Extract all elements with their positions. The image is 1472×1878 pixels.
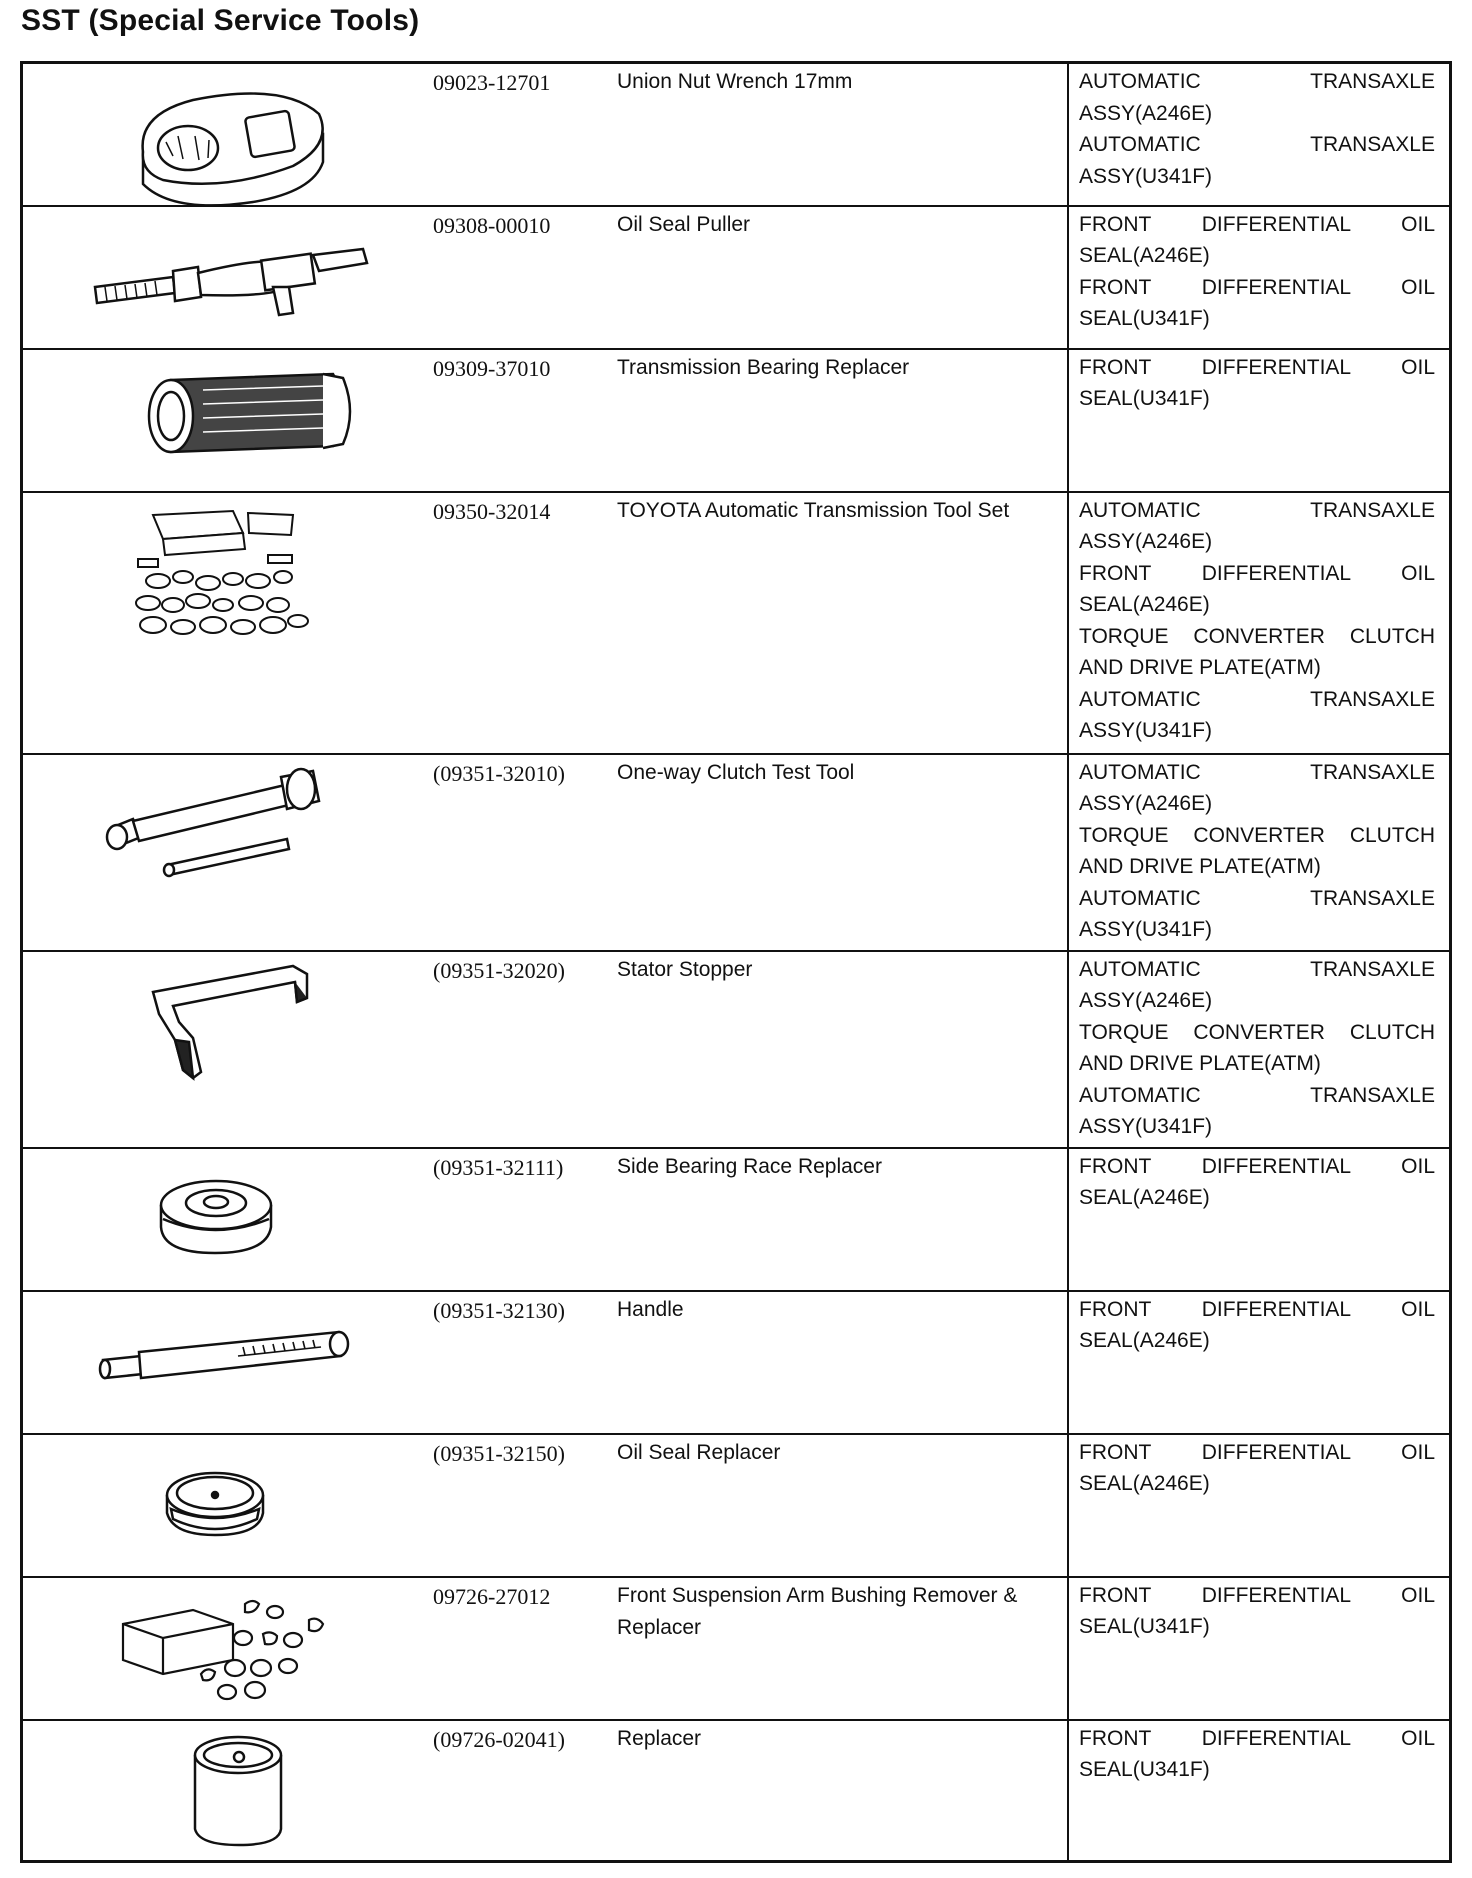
usage-cell xyxy=(1068,1434,1451,1577)
table-row xyxy=(22,63,1451,206)
tool-illustration xyxy=(22,206,434,349)
tool-illustration xyxy=(22,1291,434,1434)
usage-item: TORQUE CONVERTER CLUTCH AND DRIVE PLATE(ATM) xyxy=(1079,823,1435,878)
usage-item: AUTOMATIC TRANSAXLE ASSY(U341F) xyxy=(1079,687,1435,742)
usage-item: TORQUE CONVERTER CLUTCH AND DRIVE PLATE(ATM) xyxy=(1079,1020,1435,1075)
usage-item: TORQUE CONVERTER CLUTCH AND DRIVE PLATE(ATM) xyxy=(1079,624,1435,679)
clutch-test-tool-icon xyxy=(23,755,433,952)
tool-name: Transmission Bearing Replacer xyxy=(617,349,1068,492)
table-row xyxy=(22,754,1451,951)
tool-name: Replacer xyxy=(617,1726,702,1750)
part-number: (09351-32010) xyxy=(433,754,617,951)
part-number: (09351-32130) xyxy=(433,1291,617,1434)
table-row xyxy=(22,951,1451,1148)
oil-seal-replacer-icon xyxy=(23,1435,433,1578)
oil-seal-puller-icon xyxy=(23,207,433,350)
usage-item: AUTOMATIC TRANSAXLE ASSY(U341F) xyxy=(1079,133,1435,188)
usage-item: FRONT DIFFERENTIAL OIL SEAL(U341F) xyxy=(1079,1583,1435,1638)
usage-item: FRONT DIFFERENTIAL OIL SEAL(U341F) xyxy=(1079,355,1435,410)
usage-cell xyxy=(1068,492,1451,754)
tool-illustration xyxy=(22,1434,434,1577)
usage-cell xyxy=(1068,206,1451,349)
union-nut-wrench-icon xyxy=(23,64,433,207)
usage-cell xyxy=(1068,1291,1451,1434)
part-number: 09350-32014 xyxy=(433,492,617,754)
part-number: 09023-12701 xyxy=(433,63,617,206)
usage-cell xyxy=(1068,1148,1451,1291)
usage-item: FRONT DIFFERENTIAL OIL SEAL(A246E) xyxy=(1079,1297,1435,1352)
tool-name: TOYOTA Automatic Transmission Tool Set xyxy=(617,492,1068,754)
sst-table xyxy=(20,61,1452,1863)
page-title: SST (Special Service Tools) xyxy=(21,4,420,37)
tool-set-icon xyxy=(23,493,433,755)
tool-name: Front Suspension Arm Bushing Remover & Replacer xyxy=(617,1577,1068,1720)
tool-illustration xyxy=(22,349,434,492)
tool-illustration xyxy=(22,1148,434,1291)
usage-item: AUTOMATIC TRANSAXLE ASSY(A246E) xyxy=(1079,957,1435,1012)
tool-name: Oil Seal Replacer xyxy=(617,1434,1068,1577)
stator-stopper-icon xyxy=(23,952,433,1149)
usage-item: AUTOMATIC TRANSAXLE ASSY(A246E) xyxy=(1079,760,1435,815)
table-row xyxy=(22,206,1451,349)
tool-illustration xyxy=(22,492,434,754)
tool-illustration xyxy=(22,1577,434,1720)
usage-cell xyxy=(1068,63,1451,206)
part-number: (09351-32020) xyxy=(433,951,617,1148)
handle-icon xyxy=(23,1292,433,1435)
table-row xyxy=(22,1577,1451,1720)
usage-item: AUTOMATIC TRANSAXLE ASSY(U341F) xyxy=(1079,1083,1435,1138)
tool-name: Stator Stopper xyxy=(617,951,1068,1148)
table-row xyxy=(22,1434,1451,1577)
tool-name: Oil Seal Puller xyxy=(617,206,1068,349)
tool-illustration xyxy=(22,754,434,951)
table-row xyxy=(22,1148,1451,1291)
usage-cell xyxy=(1068,754,1451,951)
bushing-remover-set-icon xyxy=(23,1578,433,1721)
table-row xyxy=(22,1291,1451,1434)
usage-item: FRONT DIFFERENTIAL OIL SEAL(A246E) xyxy=(1079,561,1435,616)
race-replacer-icon xyxy=(23,1149,433,1292)
part-number: 09309-37010 xyxy=(433,349,617,492)
tool-illustration xyxy=(22,951,434,1148)
part-number: 09726-27012 xyxy=(433,1577,617,1720)
usage-item: FRONT DIFFERENTIAL OIL SEAL(A246E) xyxy=(1079,1154,1435,1209)
bearing-replacer-icon xyxy=(23,350,433,493)
part-number: (09351-32111) xyxy=(433,1148,617,1291)
usage-cell xyxy=(1068,951,1451,1148)
usage-item: FRONT DIFFERENTIAL OIL SEAL(A246E) xyxy=(1079,1440,1435,1495)
tool-name: Side Bearing Race Replacer xyxy=(617,1148,1068,1291)
tool-illustration xyxy=(22,63,434,206)
replacer-icon xyxy=(23,1721,433,1863)
usage-cell xyxy=(1068,1720,1451,1862)
tool-name: One-way Clutch Test Tool xyxy=(617,754,1068,951)
tool-name: Handle xyxy=(617,1291,1068,1434)
tool-name: Union Nut Wrench 17mm xyxy=(617,63,1068,206)
part-number: (09351-32150) xyxy=(433,1434,617,1577)
usage-cell xyxy=(1068,1577,1451,1720)
part-number: (09726-02041) xyxy=(433,1726,565,1752)
usage-item: FRONT DIFFERENTIAL OIL SEAL(U341F) xyxy=(1079,275,1435,330)
usage-item: AUTOMATIC TRANSAXLE ASSY(A246E) xyxy=(1079,498,1435,553)
usage-item: FRONT DIFFERENTIAL OIL SEAL(A246E) xyxy=(1079,212,1435,267)
table-row xyxy=(22,1720,1451,1862)
table-row xyxy=(22,492,1451,754)
table-row xyxy=(22,349,1451,492)
usage-item: AUTOMATIC TRANSAXLE ASSY(U341F) xyxy=(1079,886,1435,941)
part-number: 09308-00010 xyxy=(433,206,617,349)
usage-item: AUTOMATIC TRANSAXLE ASSY(A246E) xyxy=(1079,70,1435,125)
usage-cell xyxy=(1068,349,1451,492)
usage-item: FRONT DIFFERENTIAL OIL SEAL(U341F) xyxy=(1079,1726,1435,1781)
tool-illustration xyxy=(22,1720,434,1862)
